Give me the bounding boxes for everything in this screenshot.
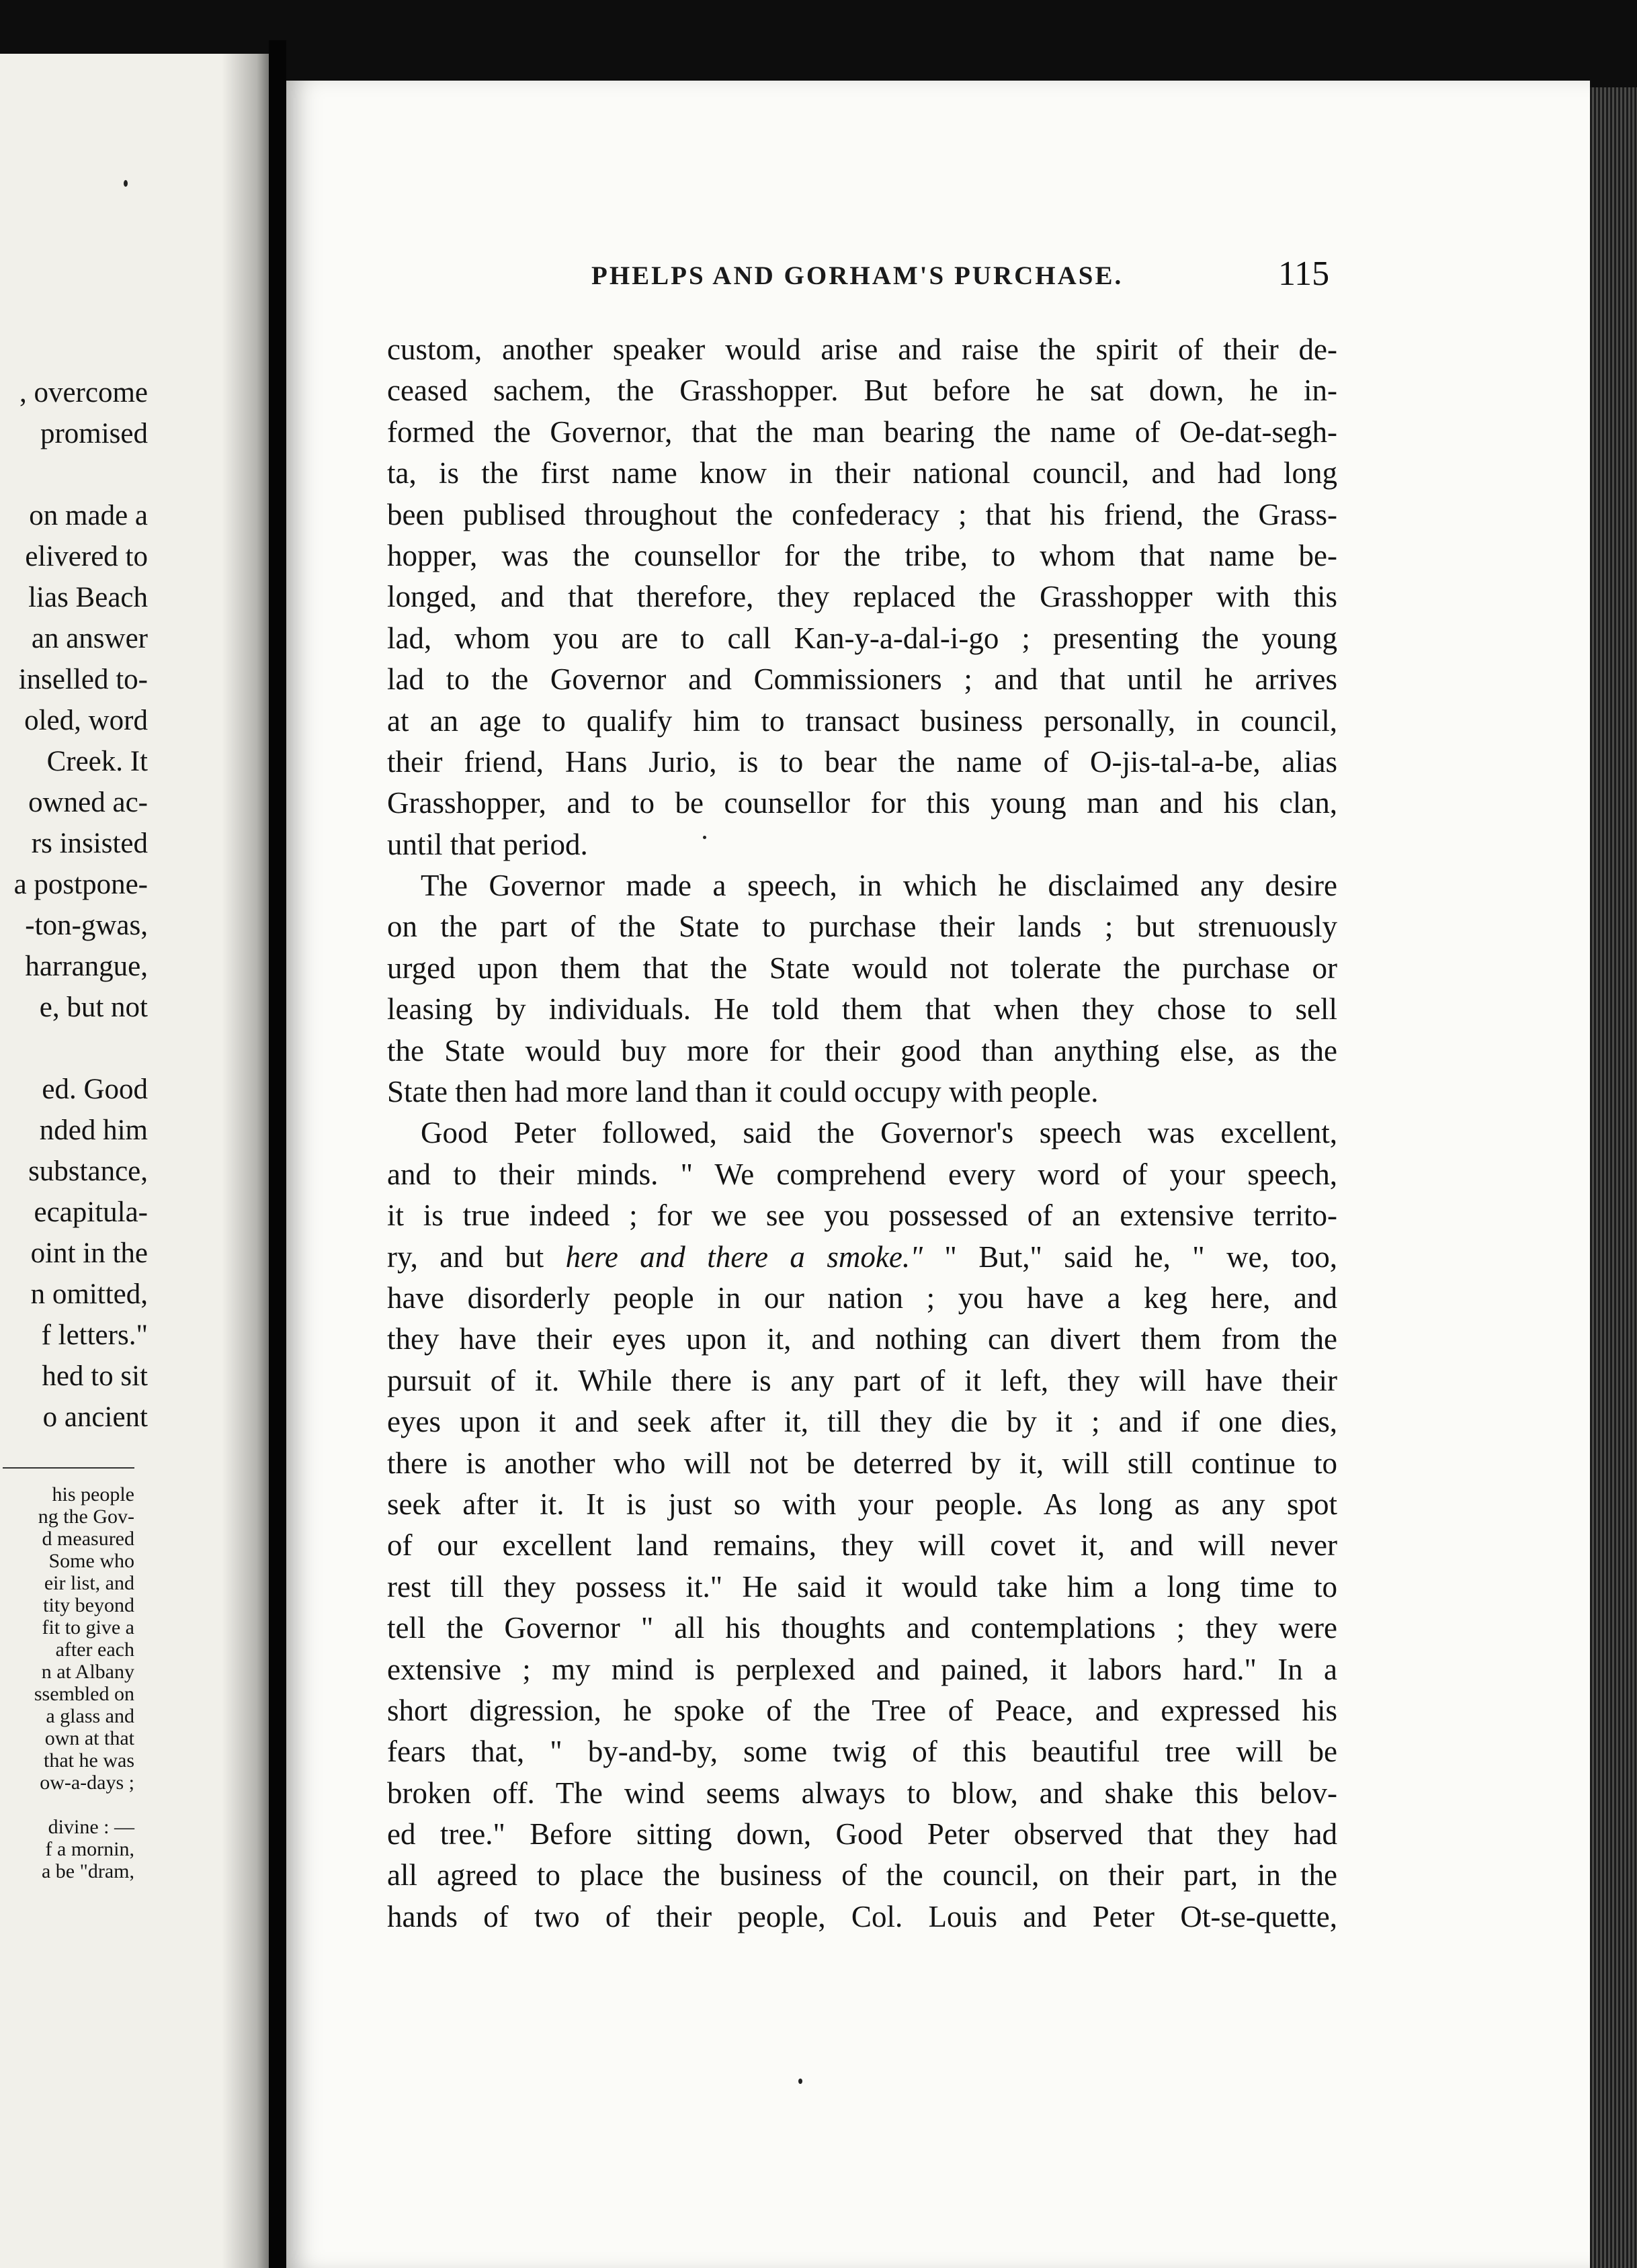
text-line: The Governor made a speech, in which he disclaimed any desire [421,869,1337,903]
text-line: lad to the Governor and Commissioners ; and that until he arrives [387,662,1337,697]
left-footnote-line: Some who [48,1550,134,1572]
text-line: fears that, " by-and-by, some twig of this beautiful tree will be [387,1735,1337,1769]
left-footnote-line: a glass and [46,1705,134,1727]
text-line: formed the Governor, that the man bearing the name of Oe-dat-segh- [387,415,1337,449]
scan-speck [124,180,128,187]
left-page-line: hed to sit [42,1360,148,1392]
text-line: the State would buy more for their good than anything else, as the [387,1033,1337,1067]
left-footnote-line: f a mornin, [45,1838,134,1860]
left-page-line: ed. Good [42,1074,148,1105]
left-page-line [0,1028,148,1069]
text-line: at an age to qualify him to transact business personally, in council, [387,703,1337,738]
left-page-line: Creek. It [46,746,148,777]
text-line: ceased sachem, the Grasshopper. But before he sat down, he in- [387,374,1337,408]
text-line: pursuit of it. While there is any part of it left, they will have their [387,1363,1337,1397]
left-page-line: promised [40,418,148,449]
text-line: rest till they possess it." He said it would take him a long time to [387,1569,1337,1604]
text-line: custom, another speaker would arise and raise the spirit of their de- [387,333,1337,366]
text-line: ta, is the first name know in their national council, and had long [387,456,1337,490]
left-page-body-text [0,372,148,1438]
left-page-line: an answer [31,623,148,654]
text-line: Grasshopper, and to be counsellor for this young man and his clan, [387,786,1337,820]
left-page-line: substance, [28,1155,148,1187]
text-line: seek after it. It is just so with your people. As long as any spot [387,1487,1337,1521]
text-line: leasing by individuals. He told them that when they chose to sell [387,992,1337,1027]
left-page-line: inselled to- [18,664,148,695]
left-page-line: harrangue, [25,951,148,982]
left-footnote-line: his people [52,1483,134,1506]
left-footnote-line: ssembled on [34,1683,134,1705]
left-page-line: -ton-gwas, [25,910,148,941]
text-line: they have their eyes upon it, and nothing can divert them from the [387,1322,1337,1356]
text-line: extensive ; my mind is perplexed and pained, it labors hard." In a [387,1652,1337,1686]
left-page-line: e, but not [39,992,148,1023]
left-page-line: on made a [29,500,148,531]
left-page-line: n omitted, [30,1278,148,1310]
italic-run: here and there a smoke." [565,1239,923,1274]
left-footnote-line: divine : — [48,1816,134,1838]
page-stack-edge [1590,87,1637,2268]
text-line: their friend, Hans Jurio, is to bear the name of O-jis-tal-a-be, alias [387,744,1337,779]
text-line: on the part of the State to purchase their lands ; but strenuously [387,910,1337,944]
text-line: tell the Governor " all his thoughts and contemplations ; they were [387,1611,1337,1645]
text-line: of our excellent land remains, they will covet it, and will never [387,1528,1337,1563]
text-line: ed tree." Before sitting down, Good Peter observed that they had [387,1817,1337,1851]
text-line: hands of two of their people, Col. Louis and Peter Ot-se-quette, [387,1899,1337,1933]
left-footnote-line: ow-a-days ; [40,1772,134,1794]
scan-speck [703,836,706,839]
left-footnote-line: tity beyond [43,1594,134,1616]
book-gutter [269,40,286,2268]
text-line: short digression, he spoke of the Tree of Peace, and expressed his [387,1693,1337,1727]
left-page-line: owned ac- [28,787,148,818]
running-head: PHELPS AND GORHAM'S PURCHASE. [591,261,1124,290]
scan-speck [798,2079,802,2084]
text-line: eyes upon it and seek after it, till they die by it ; and if one dies, [387,1405,1337,1439]
left-page-line: , overcome [19,377,148,408]
left-footnote-line: a be "dram, [41,1860,134,1882]
left-footnote-line: that he was [44,1749,134,1772]
left-page-line: a postpone- [13,869,148,900]
text-line: and to their minds. " We comprehend every word of your speech, [387,1157,1337,1191]
left-page-line: oled, word [24,705,148,736]
text-line: broken off. The wind seems always to blow, and shake this belov- [387,1776,1337,1810]
left-page-footnotes [0,1483,134,1882]
left-footnote-line: eir list, and [44,1572,134,1594]
text-line: hopper, was the counsellor for the tribe, to whom that name be- [387,538,1337,572]
text-run: " But," said he, " we, too, [922,1239,1338,1274]
left-page-line: oint in the [30,1237,148,1269]
left-footnote-line: n at Albany [41,1661,134,1683]
left-page-line: lias Beach [28,582,148,613]
text-line: urged upon them that the State would not tolerate the purchase or [387,951,1337,985]
text-line: lad, whom you are to call Kan-y-a-dal-i-go ; presenting the young [387,621,1337,655]
left-footnote-line [0,1794,134,1816]
text-line: there is another who will not be deterred by it, will still continue to [387,1446,1337,1480]
text-line: all agreed to place the business of the council, on their part, in the [387,1858,1337,1892]
text-line: State then had more land than it could occupy with people. [387,1075,1099,1109]
text-run: ry, and but [387,1239,566,1274]
text-line: have disorderly people in our nation ; you have a keg here, and [387,1280,1337,1315]
left-footnote-line: own at that [44,1727,134,1749]
main-body-text [387,329,1337,1937]
left-footnote-line: ng the Gov- [38,1506,134,1528]
left-page-line: rs insisted [31,828,148,859]
text-line [387,1237,1337,1278]
footnote-rule [3,1467,134,1469]
left-page-line: elivered to [25,541,148,572]
left-page-line: nded him [39,1115,148,1146]
left-footnote-line: fit to give a [42,1616,134,1639]
left-page-line [0,454,148,495]
left-footnote-line: after each [55,1639,134,1661]
left-page-line: f letters." [41,1319,148,1351]
text-line: been publised throughout the confederacy ; that his friend, the Grass- [387,497,1337,531]
text-line: longed, and that therefore, they replaced the Grasshopper with this [387,580,1337,614]
text-line: it is true indeed ; for we see you possessed of an extensive territo- [387,1198,1337,1233]
left-page-line: ecapitula- [34,1196,148,1228]
left-page-line: o ancient [42,1401,148,1433]
text-line: Good Peter followed, said the Governor's speech was excellent, [421,1116,1337,1150]
left-footnote-line: d measured [42,1528,134,1550]
page-number: 115 [1278,255,1330,293]
text-line: until that period. [387,827,588,861]
